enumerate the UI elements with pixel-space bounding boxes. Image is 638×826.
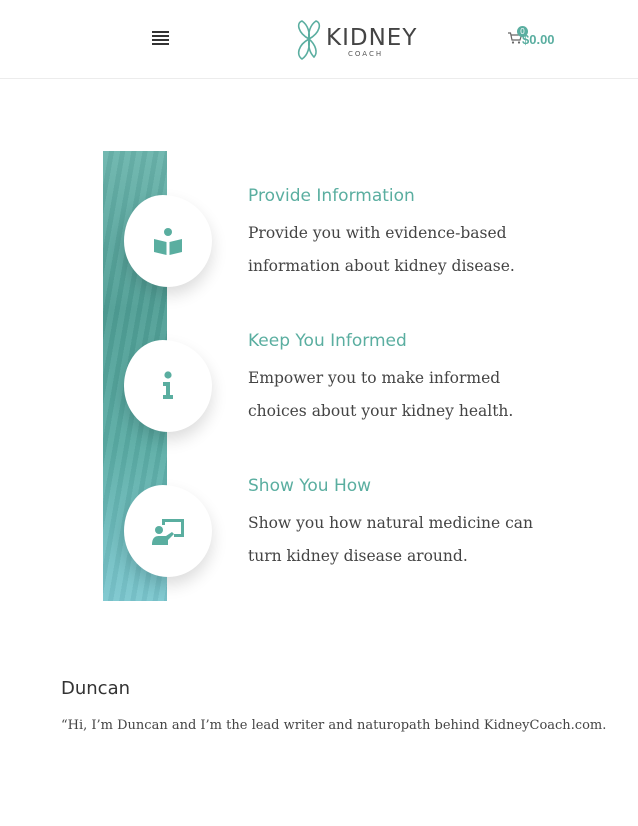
feature-description-line: Provide you with evidence-based <box>248 224 507 242</box>
feature-description-line: Show you how natural medicine can <box>248 514 533 532</box>
logo-text: KIDNEY <box>326 25 418 51</box>
feature-description-line: turn kidney disease around. <box>248 547 468 565</box>
feature-description <box>248 217 568 283</box>
feature-title: Keep You Informed <box>248 331 407 351</box>
site-logo[interactable] <box>294 19 418 61</box>
feature-description <box>248 362 568 428</box>
feature-description-line: information about kidney disease. <box>248 257 515 275</box>
feature-title: Show You How <box>248 476 372 496</box>
feature-description <box>248 507 568 573</box>
book-reader-icon <box>150 223 186 259</box>
cart-total: $0.00 <box>522 32 555 47</box>
feature-title: Provide Information <box>248 186 415 206</box>
author-name: Duncan <box>61 678 131 699</box>
feature-description-line: Empower you to make informed <box>248 369 501 387</box>
teacher-board-icon <box>150 513 186 549</box>
site-header <box>0 0 638 79</box>
feature-description-line: choices about your kidney health. <box>248 402 514 420</box>
logo-subtext: COACH <box>348 50 384 58</box>
cart-count-badge: 0 <box>517 26 528 37</box>
cart-button[interactable] <box>508 26 562 50</box>
feature-icon-bubble <box>124 195 212 287</box>
info-icon <box>150 368 186 404</box>
author-quote: “Hi, I’m Duncan and I’m the lead writer and naturopath behind KidneyCoach.com. <box>61 718 607 733</box>
hamburger-menu-icon[interactable] <box>152 31 169 46</box>
feature-icon-bubble <box>124 340 212 432</box>
feature-icon-bubble <box>124 485 212 577</box>
leaf-logo-icon <box>294 19 324 61</box>
